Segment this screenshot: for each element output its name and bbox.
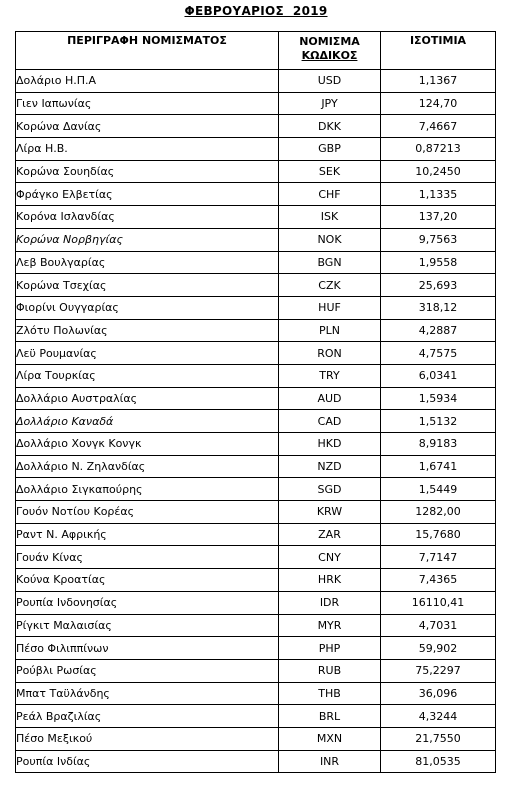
currency-code: DKK <box>279 115 381 138</box>
exchange-rate: 318,12 <box>381 296 496 319</box>
table-row <box>16 92 496 115</box>
exchange-rate: 36,096 <box>381 682 496 705</box>
exchange-rate: 7,4667 <box>381 115 496 138</box>
table-row <box>16 115 496 138</box>
table-row <box>16 183 496 206</box>
exchange-rate: 59,902 <box>381 637 496 660</box>
header-code-line1: ΝΟΜΙΣΜΑ <box>299 35 360 48</box>
currency-code: THB <box>279 682 381 705</box>
table-row <box>16 70 496 93</box>
currency-name: Κορώνα Δανίας <box>16 115 279 138</box>
table-row <box>16 433 496 456</box>
exchange-rate: 81,0535 <box>381 750 496 773</box>
table-row <box>16 274 496 297</box>
currency-code: RUB <box>279 659 381 682</box>
exchange-rate: 1,1335 <box>381 183 496 206</box>
currency-code: TRY <box>279 364 381 387</box>
currency-name: Λεϋ Ρουμανίας <box>16 342 279 365</box>
currency-code: BGN <box>279 251 381 274</box>
currency-code: SEK <box>279 160 381 183</box>
table-row <box>16 546 496 569</box>
currency-code: RON <box>279 342 381 365</box>
currency-code: AUD <box>279 387 381 410</box>
currency-name: Δολλάριο Σιγκαπούρης <box>16 478 279 501</box>
currency-name: Κορόνα Ισλανδίας <box>16 206 279 229</box>
exchange-rate: 1,6741 <box>381 455 496 478</box>
currency-code: ISK <box>279 206 381 229</box>
exchange-rate: 75,2297 <box>381 659 496 682</box>
table-row <box>16 228 496 251</box>
exchange-rate: 1282,00 <box>381 501 496 524</box>
currency-code: BRL <box>279 705 381 728</box>
currency-name: Ρουπία Ινδίας <box>16 750 279 773</box>
currency-name: Δολλάριο Χονγκ Κονγκ <box>16 433 279 456</box>
exchange-rate: 4,7575 <box>381 342 496 365</box>
exchange-rates-table <box>15 31 496 773</box>
exchange-rate: 4,2887 <box>381 319 496 342</box>
header-code <box>279 32 381 70</box>
table-body <box>16 70 496 773</box>
table-row <box>16 478 496 501</box>
currency-name: Δολλάριο Ν. Ζηλανδίας <box>16 455 279 478</box>
table-row <box>16 614 496 637</box>
table-row <box>16 206 496 229</box>
exchange-rate: 1,5934 <box>381 387 496 410</box>
currency-code: PLN <box>279 319 381 342</box>
exchange-rate: 8,9183 <box>381 433 496 456</box>
table-row <box>16 591 496 614</box>
currency-name: Λίρα Τουρκίας <box>16 364 279 387</box>
currency-code: HRK <box>279 569 381 592</box>
currency-code: CNY <box>279 546 381 569</box>
table-row <box>16 682 496 705</box>
exchange-rate: 7,4365 <box>381 569 496 592</box>
currency-name: Λίρα Η.Β. <box>16 138 279 161</box>
exchange-rate: 10,2450 <box>381 160 496 183</box>
exchange-rate: 7,7147 <box>381 546 496 569</box>
currency-name: Γιεν Ιαπωνίας <box>16 92 279 115</box>
exchange-rate: 6,0341 <box>381 364 496 387</box>
currency-code: PHP <box>279 637 381 660</box>
currency-name: Φράγκο Ελβετίας <box>16 183 279 206</box>
currency-name: Φιορίνι Ουγγαρίας <box>16 296 279 319</box>
currency-name: Γουόν Νοτίου Κορέας <box>16 501 279 524</box>
table-row <box>16 523 496 546</box>
exchange-rate: 4,3244 <box>381 705 496 728</box>
header-code-line2: ΚΩΔΙΚΟΣ <box>301 48 358 62</box>
currency-name: Κορώνα Νορβηγίας <box>16 228 279 251</box>
currency-code: CAD <box>279 410 381 433</box>
currency-name: Πέσο Μεξικού <box>16 727 279 750</box>
table-row <box>16 501 496 524</box>
currency-name: Δολλάριο Αυστραλίας <box>16 387 279 410</box>
currency-code: INR <box>279 750 381 773</box>
currency-code: ZAR <box>279 523 381 546</box>
currency-code: SGD <box>279 478 381 501</box>
table-row <box>16 659 496 682</box>
table-row <box>16 455 496 478</box>
table-row <box>16 569 496 592</box>
table-row <box>16 319 496 342</box>
currency-code: MYR <box>279 614 381 637</box>
currency-name: Ραντ Ν. Αφρικής <box>16 523 279 546</box>
table-row <box>16 138 496 161</box>
currency-code: USD <box>279 70 381 93</box>
table-row <box>16 705 496 728</box>
currency-code: JPY <box>279 92 381 115</box>
header-rate: ΙΣΟΤΙΜΙΑ <box>381 32 496 70</box>
currency-code: MXN <box>279 727 381 750</box>
currency-code: IDR <box>279 591 381 614</box>
exchange-rate: 0,87213 <box>381 138 496 161</box>
currency-name: Ρουπία Ινδονησίας <box>16 591 279 614</box>
table-row <box>16 160 496 183</box>
currency-name: Δολλάριο Καναδά <box>16 410 279 433</box>
exchange-rate: 21,7550 <box>381 727 496 750</box>
currency-name: Κορώνα Σουηδίας <box>16 160 279 183</box>
currency-code: HUF <box>279 296 381 319</box>
currency-name: Γουάν Κίνας <box>16 546 279 569</box>
currency-code: KRW <box>279 501 381 524</box>
table-row <box>16 410 496 433</box>
table-row <box>16 251 496 274</box>
exchange-rate: 9,7563 <box>381 228 496 251</box>
currency-name: Ρίγκιτ Μαλαισίας <box>16 614 279 637</box>
table-row <box>16 727 496 750</box>
exchange-rate: 1,5449 <box>381 478 496 501</box>
currency-name: Δολάριο Η.Π.Α <box>16 70 279 93</box>
exchange-rate: 16110,41 <box>381 591 496 614</box>
currency-name: Ρεάλ Βραζιλίας <box>16 705 279 728</box>
table-row <box>16 637 496 660</box>
exchange-rate: 4,7031 <box>381 614 496 637</box>
currency-name: Ρούβλι Ρωσίας <box>16 659 279 682</box>
table-row <box>16 364 496 387</box>
currency-name: Λεβ Βουλγαρίας <box>16 251 279 274</box>
exchange-rate: 25,693 <box>381 274 496 297</box>
table-row <box>16 387 496 410</box>
currency-code: NOK <box>279 228 381 251</box>
currency-name: Μπατ Ταϋλάνδης <box>16 682 279 705</box>
currency-name: Κορώνα Τσεχίας <box>16 274 279 297</box>
currency-code: CHF <box>279 183 381 206</box>
currency-code: NZD <box>279 455 381 478</box>
table-header-row <box>16 32 496 70</box>
exchange-rate: 1,9558 <box>381 251 496 274</box>
currency-code: HKD <box>279 433 381 456</box>
header-description: ΠΕΡΙΓΡΑΦΗ ΝΟΜΙΣΜΑΤΟΣ <box>16 32 279 70</box>
currency-name: Πέσο Φιλιππίνων <box>16 637 279 660</box>
exchange-rate: 124,70 <box>381 92 496 115</box>
currency-name: Ζλότυ Πολωνίας <box>16 319 279 342</box>
table-row <box>16 296 496 319</box>
exchange-rate: 1,1367 <box>381 70 496 93</box>
table-row <box>16 342 496 365</box>
exchange-rate: 15,7680 <box>381 523 496 546</box>
currency-name: Κούνα Κροατίας <box>16 569 279 592</box>
currency-code: GBP <box>279 138 381 161</box>
table-row <box>16 750 496 773</box>
currency-code: CZK <box>279 274 381 297</box>
document-title: ΦΕΒΡΟΥΑΡΙΟΣ 2019 <box>184 4 328 18</box>
exchange-rate: 137,20 <box>381 206 496 229</box>
exchange-rate: 1,5132 <box>381 410 496 433</box>
